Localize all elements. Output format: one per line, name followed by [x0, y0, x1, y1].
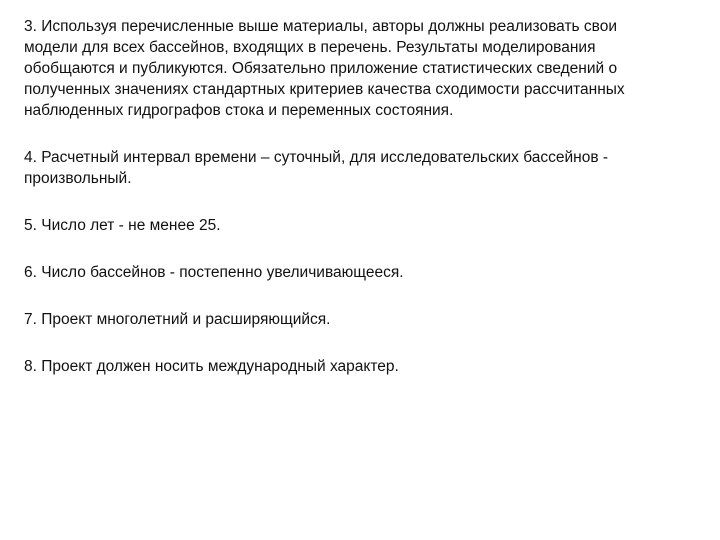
paragraph-3-line-4: полученных значениях стандартных критериев качества сходимости рассчитанных — [24, 81, 625, 98]
paragraph-3-line-2: модели для всех бассейнов, входящих в перечень. Результаты моделирования — [24, 39, 596, 56]
paragraph-4 — [24, 147, 720, 189]
paragraph-3-line-1: 3. Используя перечисленные выше материалы, авторы должны реализовать свои — [24, 18, 618, 35]
paragraph-7 — [24, 309, 720, 330]
paragraph-8 — [24, 356, 720, 377]
paragraph-6-line-1: 6. Число бассейнов - постепенно увеличивающееся. — [24, 264, 404, 281]
paragraph-6 — [24, 262, 720, 283]
paragraph-5-line-1: 5. Число лет - не менее 25. — [24, 217, 221, 234]
text-block — [24, 16, 720, 403]
paragraph-8-line-1: 8. Проект должен носить международный характер. — [24, 358, 399, 375]
paragraph-3 — [24, 16, 720, 121]
paragraph-7-line-1: 7. Проект многолетний и расширяющийся. — [24, 311, 331, 328]
paragraph-4-line-1: 4. Расчетный интервал времени – суточный, для исследовательских бассейнов - — [24, 149, 609, 166]
paragraph-3-line-3: обобщаются и публикуются. Обязательно приложение статистических сведений о — [24, 60, 618, 77]
paragraph-5 — [24, 215, 720, 236]
paragraph-4-line-2: произвольный. — [24, 170, 132, 187]
paragraph-3-line-5: наблюденных гидрографов стока и переменных состояния. — [24, 102, 454, 119]
